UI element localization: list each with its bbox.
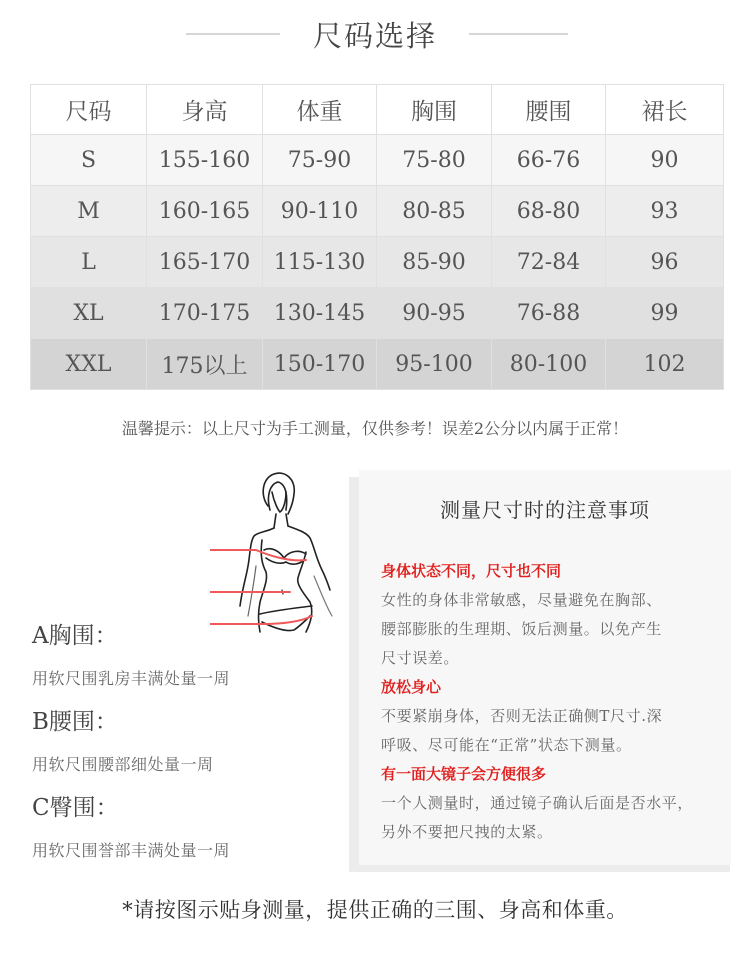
table-row	[31, 186, 724, 237]
cell-size: L	[31, 237, 147, 288]
cell-height: 170-175	[147, 288, 263, 339]
note-line: 女性的身体非常敏感，尽量避免在胸部、	[381, 591, 662, 609]
cell-weight: 130-145	[263, 288, 377, 339]
bust-label: A胸围：	[32, 623, 118, 649]
cell-size: M	[31, 186, 147, 237]
cell-weight: 90-110	[263, 186, 377, 237]
column-header-weight: 体重	[263, 85, 377, 135]
table-row	[31, 288, 724, 339]
cell-height: 160-165	[147, 186, 263, 237]
note-line: 一个人测量时，通过镜子确认后面是否水平，	[381, 794, 694, 812]
body-measurement-figure-icon	[210, 466, 345, 636]
measurement-guide	[32, 616, 322, 874]
section-title-row	[0, 14, 750, 56]
cell-weight: 115-130	[263, 237, 377, 288]
cell-waist: 80-100	[492, 339, 606, 390]
page-title: 尺码选择	[312, 19, 437, 53]
cell-skirt-length: 102	[606, 339, 724, 390]
cell-bust: 80-85	[377, 186, 492, 237]
note-line: 不要紧崩身体，否则无法正确侧T尺寸.深	[381, 707, 663, 725]
hip-description: 用软尺围誉部丰满处量一周	[32, 841, 231, 860]
cell-waist: 66-76	[492, 135, 606, 186]
cell-height: 175以上	[147, 339, 263, 390]
note-line: 腰部膨胀的生理期、饭后测量。以免产生	[381, 620, 662, 638]
note-line: 另外不要把尺拽的太紧。	[381, 823, 553, 841]
notes-body	[381, 557, 726, 847]
note-heading-body-state: 身体状态不同，尺寸也不同	[381, 562, 562, 580]
notes-title: 测量尺寸时的注意事项	[440, 498, 650, 522]
column-header-waist: 腰围	[492, 85, 606, 135]
table-row	[31, 237, 724, 288]
cell-size: S	[31, 135, 147, 186]
cell-size: XXL	[31, 339, 147, 390]
column-header-skirt-length: 裙长	[606, 85, 724, 135]
table-row	[31, 135, 724, 186]
cell-height: 155-160	[147, 135, 263, 186]
cell-skirt-length: 93	[606, 186, 724, 237]
cell-skirt-length: 90	[606, 135, 724, 186]
column-header-size: 尺码	[31, 85, 147, 135]
measurement-notes-card	[359, 470, 731, 865]
bust-description: 用软尺围乳房丰满处量一周	[32, 669, 231, 688]
size-chart-table	[30, 84, 724, 390]
waist-description: 用软尺围腰部细处量一周	[32, 755, 214, 774]
column-header-bust: 胸围	[377, 85, 492, 135]
table-header-row	[31, 85, 724, 135]
cell-weight: 150-170	[263, 339, 377, 390]
cell-bust: 90-95	[377, 288, 492, 339]
hip-label: C臀围：	[32, 795, 119, 821]
cell-skirt-length: 96	[606, 237, 724, 288]
waist-label: B腰围：	[32, 709, 118, 735]
cell-waist: 76-88	[492, 288, 606, 339]
footer-instruction: *请按图示贴身测量，提供正确的三围、身高和体重。	[122, 898, 628, 922]
column-header-height: 身高	[147, 85, 263, 135]
cell-skirt-length: 99	[606, 288, 724, 339]
cell-height: 165-170	[147, 237, 263, 288]
cell-bust: 95-100	[377, 339, 492, 390]
note-line: 呼吸、尽可能在“正常”状态下测量。	[381, 736, 632, 754]
measurement-tip: 温馨提示：以上尺寸为手工测量，仅供参考！误差2公分以内属于正常！	[121, 419, 629, 438]
title-divider-right	[469, 33, 568, 35]
note-line: 尺寸误差。	[381, 649, 460, 667]
note-heading-mirror: 有一面大镜子会方便很多	[381, 765, 547, 783]
cell-waist: 68-80	[492, 186, 606, 237]
title-divider-left	[186, 33, 280, 35]
cell-size: XL	[31, 288, 147, 339]
note-heading-relax: 放松身心	[381, 678, 442, 696]
cell-weight: 75-90	[263, 135, 377, 186]
table-row	[31, 339, 724, 390]
cell-bust: 75-80	[377, 135, 492, 186]
cell-bust: 85-90	[377, 237, 492, 288]
cell-waist: 72-84	[492, 237, 606, 288]
